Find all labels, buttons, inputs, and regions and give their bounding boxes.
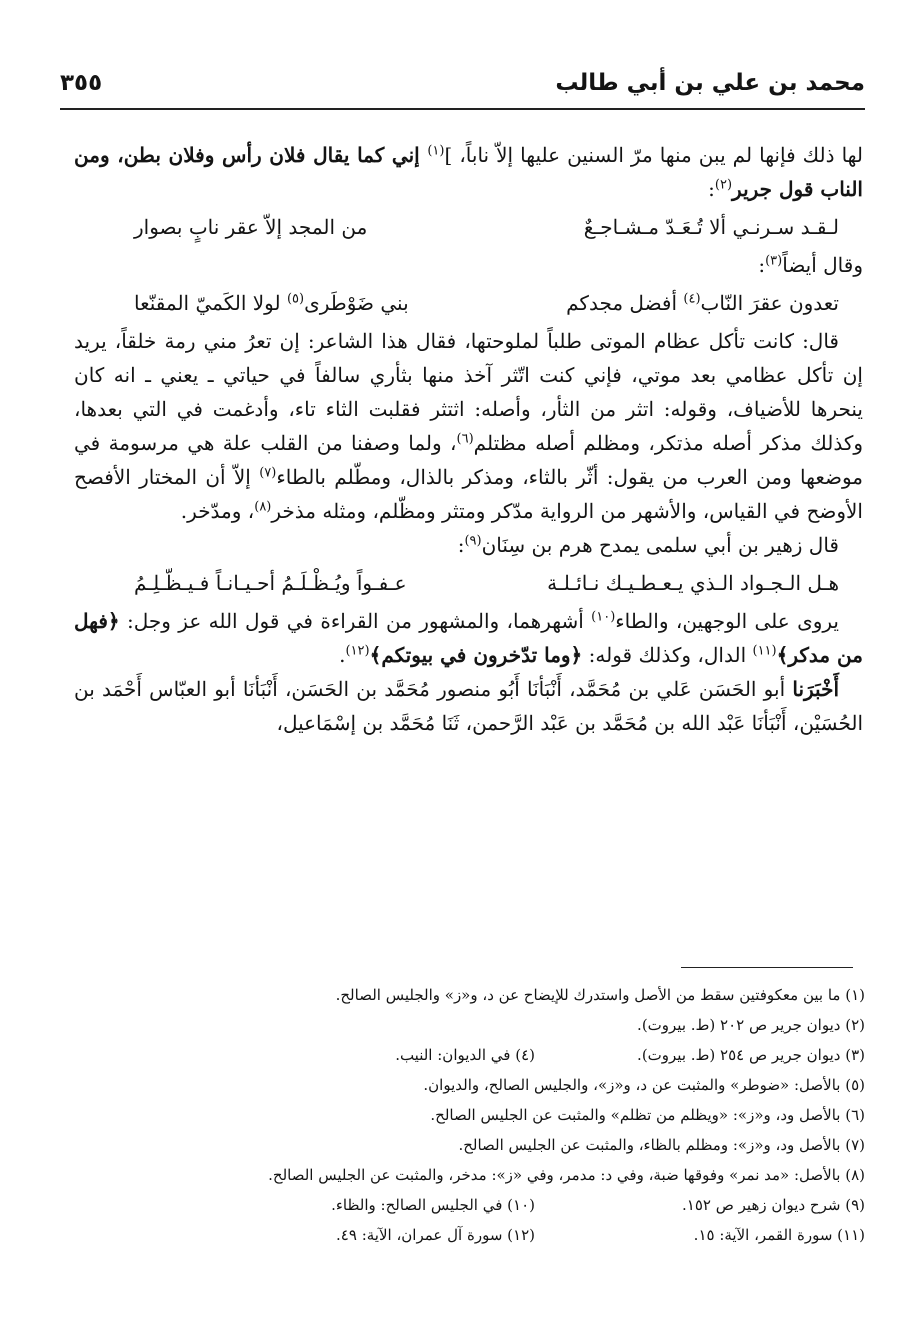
footnote-ref: (١): [427, 143, 445, 159]
footnote-row: [140, 1070, 865, 1100]
footnote-row: [140, 1220, 865, 1250]
verse-1: [134, 210, 839, 244]
paragraph-2: [74, 248, 863, 282]
footnote-11: (١١) سورة القمر، الآية: ١٥.: [693, 1226, 865, 1244]
footnote-8: (٨) بالأصل: «مد نمر» وفوقها ضبة، وفي د: مدمر، وفي «ز»: مدخر، والمثبت عن الجليس الصالح.: [268, 1166, 865, 1184]
footnote-ref: (٨): [254, 499, 272, 515]
footnote-row: [140, 1010, 865, 1040]
text-run: قال زهير بن أبي سلمى يمدح هرم بن سِنَان: [481, 533, 839, 557]
text-run: :: [708, 177, 715, 201]
page-header: [60, 66, 865, 104]
running-title: محمد بن علي بن أبي طالب: [555, 70, 865, 96]
footnote-12: (١٢) سورة آل عمران، الآية: ٤٩.: [336, 1226, 535, 1244]
paragraph-5: [74, 604, 863, 672]
verse-hemistich: من المجد إلاّ عقر نابٍ بصوار: [134, 215, 368, 239]
footnote-ref: (٢): [714, 177, 733, 193]
verse-hemistich: لـقـد سـرنـي ألا تُـعَـدّ مـشـاجـعٌ: [583, 215, 839, 239]
verse-hemistich: هـل الـجـواد الـذي يـعـطـيـك نـائـلـة: [547, 571, 839, 595]
footnote-1: (١) ما بين معكوفتين سقط من الأصل واستدرك للإيضاح عن د، و«ز» والجليس الصالح.: [335, 986, 865, 1004]
text-run: أشهرهما، والمشهور من القراءة في قول الله عز وجل:: [119, 609, 592, 633]
verse-3: [134, 566, 839, 600]
verse-hemistich: عـفـواً ويُـظْـلَـمُ أحـيـانـاً فـيـظّـلِـمُ: [134, 571, 407, 595]
paragraph-6: [74, 672, 863, 740]
text-run: لها ذلك فإنها لم يبن منها مرّ السنين عليها إلاّ ناباً، ]: [444, 143, 863, 167]
footnote-4: (٤) في الديوان: النيب.: [395, 1046, 535, 1064]
header-rule: [60, 108, 865, 110]
footnote-ref: (٤): [683, 291, 701, 307]
footnote-ref: (٣): [765, 253, 783, 269]
footnote-6: (٦) بالأصل ود، و«ز»: «ويظلم من تظلم» والمثبت عن الجليس الصالح.: [430, 1106, 865, 1124]
text-run: قال: كانت تأكل عظام الموتى طلباً لملوحتها، فقال هذا الشاعر: إن تعرُ مني رمة خلقاً، يريد إن تأكل عظامي بعد موتي، فإني كنت اتّثر آخذ منها بثأري سالفاً في حياتي ـ يعني ـ انه كان ينحرها للأضياف، وقوله: اتثر من الثأر، وأصله: اثتثر فقلبت الثاء تاء، وأدغمت في التي بعدها، وكذلك مذكر أصله مذتكر، ومظلم أصله مظتلم: [74, 329, 863, 455]
page-number: ٣٥٥: [60, 70, 103, 96]
footnotes: [140, 980, 865, 1250]
verse-hemistich: [566, 286, 839, 320]
paragraph-3: [74, 324, 863, 528]
text-run: :: [457, 533, 465, 557]
text-run: الدال، وكذلك قوله:: [582, 643, 753, 667]
footnote-7: (٧) بالأصل ود، و«ز»: ومظلم بالظاء، والمثبت عن الجليس الصالح.: [458, 1136, 865, 1154]
text-run: إلاّ أن المختار الأفصح الأوضح في القياس، والأشهر من الرواية مدّكر ومتثر ومظّلم، ومثله مذخر: [74, 465, 863, 523]
quran-quote: ﴿وما تدّخرون في بيوتكم﴾: [369, 643, 583, 667]
footnote-ref: (١١): [752, 643, 777, 659]
text-run: ، ولما وصفنا من القلب علة هي مرسومة في موضعها ومن العرب من يقول: أثّر بالثاء، ومذكر بالذال، ومطّلم بالطاء: [74, 431, 864, 489]
text-run: أفضل مجدكم: [566, 291, 684, 315]
verse-2: [134, 286, 839, 320]
footnote-ref: (٥): [286, 291, 305, 307]
footnote-row: [140, 1100, 865, 1130]
footnote-ref: (١٠): [591, 609, 616, 625]
footnote-ref: (٦): [456, 431, 474, 447]
footnote-row: [140, 1160, 865, 1190]
footnote-9: (٩) شرح ديوان زهير ص ١٥٢.: [682, 1196, 865, 1214]
footnote-5: (٥) بالأصل: «ضوطر» والمثبت عن د، و«ز»، والجليس الصالح، والديوان.: [423, 1076, 865, 1094]
paragraph-4: [74, 528, 863, 562]
footnote-ref: (٩): [464, 533, 482, 549]
verse-hemistich: [134, 286, 409, 320]
text-run: :: [758, 253, 766, 277]
text-run: إني كما يقال فلان رأس وفلان بطن، ومن الناب قول جرير: [74, 143, 863, 201]
text-run: يروى على الوجهين، والطاء: [615, 609, 840, 633]
footnote-row: [140, 1190, 865, 1220]
text-run: .: [339, 643, 346, 667]
text-run: أبو الحَسَن عَلي بن مُحَمَّد، أَنْبَأنَا أَبُو منصور مُحَمَّد بن الحَسَن، أَنْبَأنَا أبو العبّاس أَحْمَد بن الحُسَيْن، أَنْبَأنَا عَبْد الله بن مُحَمَّد بن عَبْد الرَّحمن، ثَنَا مُحَمَّد بن إسْمَاعيل،: [74, 677, 863, 735]
footnote-10: (١٠) في الجليس الصالح: والظاء.: [331, 1196, 535, 1214]
footnote-rule: [681, 967, 853, 968]
text-run: تعدون عقرَ النّاب: [700, 291, 839, 315]
isnad-keyword: أَخْبَرَنا: [792, 677, 839, 701]
main-text: [74, 138, 863, 740]
footnote-3: (٣) ديوان جرير ص ٢٥٤ (ط. بيروت).: [637, 1046, 865, 1064]
footnote-row: [140, 1040, 865, 1070]
quran-quote: ﴿فهل من مدكر﴾: [74, 609, 863, 667]
footnote-ref: (٧): [259, 465, 277, 481]
paragraph-1: [74, 138, 863, 206]
footnote-ref: (١٢): [345, 643, 370, 659]
text-run: ، ومدّخر.: [180, 499, 255, 523]
footnote-2: (٢) ديوان جرير ص ٢٠٢ (ط. بيروت).: [637, 1016, 865, 1034]
text-run: لولا الكَميّ المقنّعا: [134, 291, 287, 315]
footnote-row: [140, 1130, 865, 1160]
footnote-row: [140, 980, 865, 1010]
text-run: وقال أيضاً: [782, 253, 863, 277]
text-run: بني ضَوْطَرى: [304, 291, 409, 315]
